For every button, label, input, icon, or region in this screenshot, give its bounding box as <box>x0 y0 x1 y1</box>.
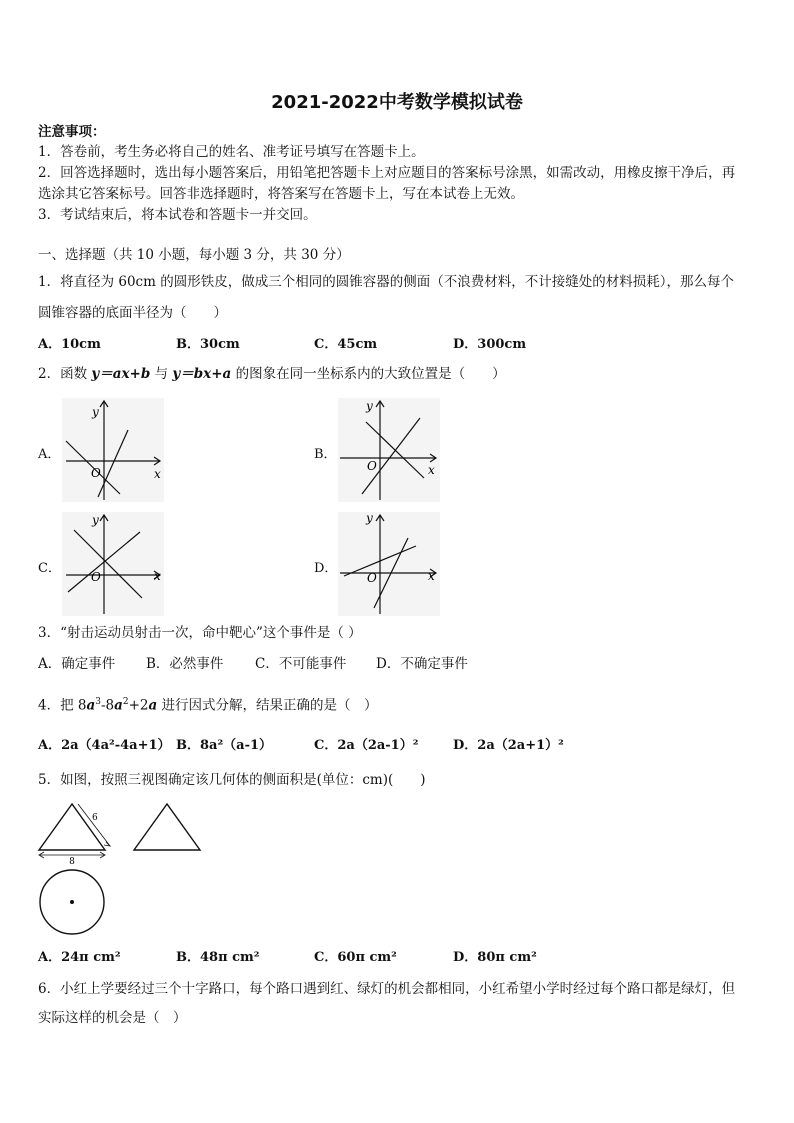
q5-option-a: A．24π cm² <box>38 950 121 965</box>
q4-option-b: B．8a²（a-1） <box>176 738 273 753</box>
svg-text:y: y <box>92 513 99 527</box>
q2-option-b-label: B． <box>314 447 337 462</box>
q1-option-d: D．300cm <box>453 337 527 352</box>
svg-text:x: x <box>428 463 435 477</box>
q1-option-a: A．10cm <box>38 337 101 352</box>
q3-option-d: D．不确定事件 <box>376 656 468 672</box>
svg-text:y: y <box>366 399 373 413</box>
q5-three-view-figure <box>34 800 214 944</box>
q3-stem: 3．“射击运动员射击一次，命中靶心”这个事件是（ ） <box>38 625 362 641</box>
q2-graph-c <box>62 512 164 616</box>
q2-graph-b <box>338 398 440 502</box>
q5-option-c: C．60π cm² <box>314 950 397 965</box>
notice-item-2-cont: 选涂其它答案标号。回答非选择题时，将答案写在答题卡上，写在本试卷上无效。 <box>38 186 524 202</box>
svg-text:x: x <box>154 467 161 481</box>
q5-stem: 5．如图，按照三视图确定该几何体的侧面积是(单位：cm)( ) <box>38 772 426 788</box>
side-view-triangle <box>134 804 200 850</box>
q4-option-c: C．2a（2a-1）² <box>314 738 419 753</box>
svg-text:x: x <box>428 569 435 583</box>
svg-text:y: y <box>366 512 373 525</box>
svg-text:O: O <box>91 466 101 480</box>
q2-stem: 2．函数 y＝ax+b 与 y＝bx+a 的图象在同一坐标系内的大致位置是（ ） <box>38 366 506 382</box>
q2-option-c-label: C． <box>38 561 61 576</box>
svg-text:O: O <box>367 459 377 473</box>
q4-option-a: A．2a（4a²-4a+1） <box>38 738 171 753</box>
q4-option-d: D．2a（2a+1）² <box>453 738 564 753</box>
q3-option-b: B．必然事件 <box>146 656 224 672</box>
notice-item-2: 2．回答选择题时，选出每小题答案后，用铅笔把答题卡上对应题目的答案标号涂黑，如需改动，用橡皮擦干净后，再 <box>38 165 736 181</box>
q2-function-2: y＝bx+a <box>172 366 232 382</box>
q2-graph-a <box>62 398 164 502</box>
svg-text:y: y <box>92 405 99 419</box>
q3-option-c: C．不可能事件 <box>255 656 347 672</box>
q1-stem: 1．将直径为 60cm 的圆形铁皮，做成三个相同的圆锥容器的侧面（不浪费材料，不计接缝处的材料损耗），那么每个 <box>38 274 734 290</box>
notice-item-3: 3．考试结束后，将本试卷和答题卡一并交回。 <box>38 207 317 223</box>
side-length-label: 6 <box>92 813 98 823</box>
q2-graph-d <box>338 512 440 616</box>
notice-item-1: 1．答卷前，考生务必将自己的姓名、准考证号填写在答题卡上。 <box>38 144 425 160</box>
q1-option-b: B．30cm <box>176 337 240 352</box>
section-heading: 一、选择题（共 10 小题，每小题 3 分，共 30 分） <box>38 247 350 263</box>
svg-text:O: O <box>91 570 101 584</box>
base-length-label: 8 <box>69 857 75 867</box>
q5-option-b: B．48π cm² <box>176 950 260 965</box>
q2-option-a-label: A． <box>38 447 61 462</box>
q4-stem: 4．把 $8a^3-8a^2+2a$ 进行因式分解，结果正确的是（ ） <box>38 697 378 714</box>
q6-stem-cont: 实际这样的机会是（ ） <box>38 1010 187 1026</box>
q2-function-1: y＝ax+b <box>91 366 151 382</box>
page-title: 2021-2022中考数学模拟试卷 <box>271 92 523 113</box>
notice-heading: 注意事项： <box>38 124 106 140</box>
svg-text:x: x <box>154 569 161 583</box>
q1-stem-cont: 圆锥容器的底面半径为（ ） <box>38 305 227 321</box>
q1-option-c: C．45cm <box>314 337 378 352</box>
q3-option-a: A．确定事件 <box>38 656 116 672</box>
svg-text:O: O <box>367 571 377 585</box>
q2-option-d-label: D． <box>314 561 338 576</box>
q6-stem: 6．小红上学要经过三个十字路口，每个路口遇到红、绿灯的机会都相同，小红希望小学时经过每个路口都是绿灯，但 <box>38 981 736 997</box>
q5-option-d: D．80π cm² <box>453 950 537 965</box>
